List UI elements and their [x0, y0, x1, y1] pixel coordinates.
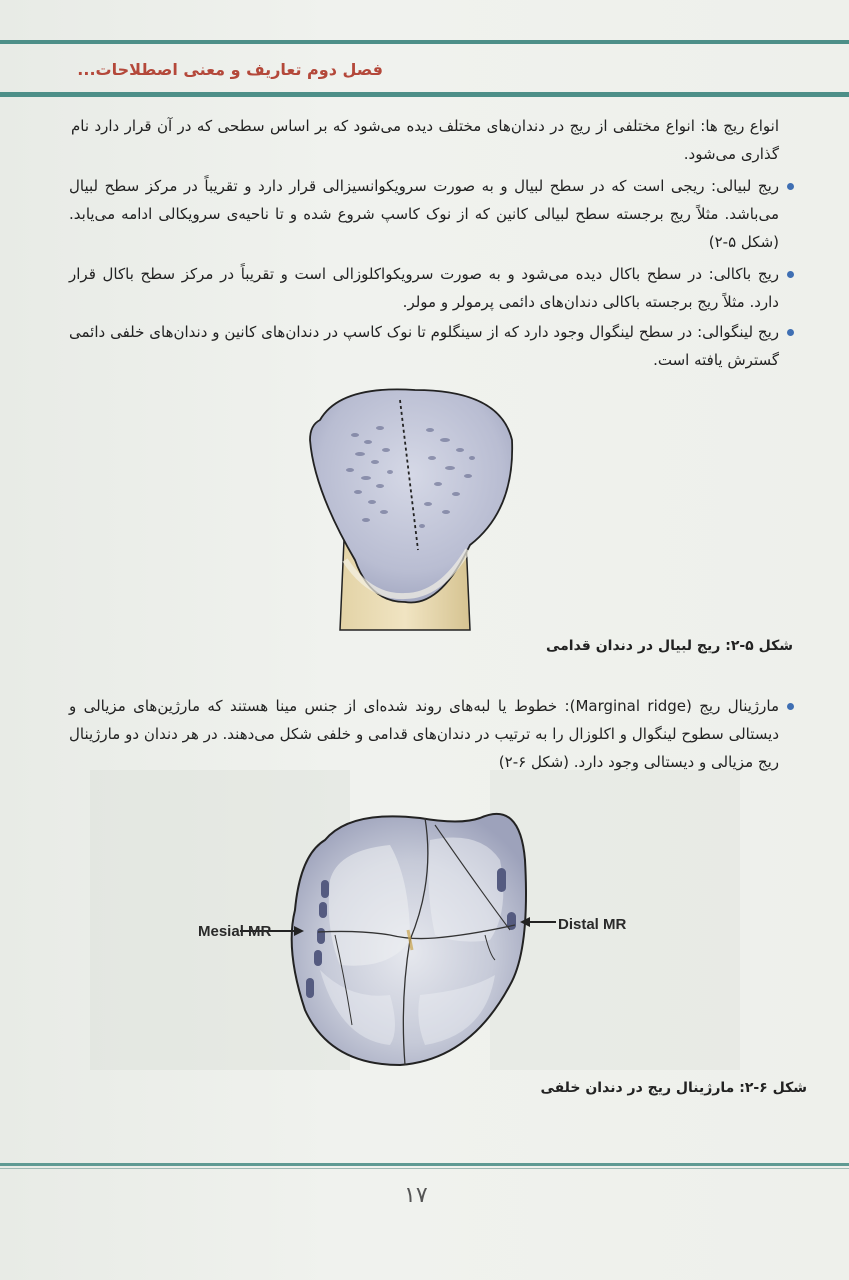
bullet-icon — [787, 329, 794, 336]
figure-5-2-caption: شکل ۵-۲: ریج لبیال در دندان قدامی — [545, 638, 793, 654]
page-number: ۱۷ — [404, 1183, 428, 1208]
bullet-text: ریج لینگوالی: در سطح لینگوال وجود دارد که از سینگلوم تا نوک کاسپ در دندان‌های کانین و دندان‌های خلفی دائمی گسترش یافته است. — [69, 323, 779, 369]
bullet-icon — [787, 271, 794, 278]
footer-rule — [0, 1163, 849, 1166]
bullet-text: ریج باکالی: در سطح باکال دیده می‌شود و به صورت سرویکواکلوزالی است و تقریباً در مرکز سطح باکال قرار دارد. مثلاً ریج برجسته باکالی دندان‌های دائمی پرمولر و مولر. — [69, 265, 779, 311]
bullet-lingual-ridge — [69, 318, 794, 374]
footer-rule-thin — [0, 1168, 849, 1169]
bullet-icon — [787, 703, 794, 710]
bullet-text: مارژینال ریج (Marginal ridge): خطوط یا لبه‌های روند شده‌ای از جنس مینا هستند که مارژین‌های مزیالی و دیستالی سطوح لینگوال و اکلوزال را به ترتیب در دندان‌های قدامی و خلفی شکل می‌دهند. در هر دندان دو مارژینال ریج مزیالی و دیستالی وجود دارد. (شکل ۶-۲) — [69, 697, 779, 771]
header-top-rule — [0, 40, 849, 44]
bullet-marginal-ridge — [69, 692, 794, 776]
bullet-icon — [787, 183, 794, 190]
mesial-mr-label: Mesial MR — [198, 923, 272, 940]
intro-paragraph: انواع ریج ها: انواع مختلفی از ریج در دندان‌های مختلف دیده می‌شود که بر اساس سطحی که در آن قرار دارد نام گذاری می‌شود. — [71, 117, 779, 163]
bullet-labial-ridge — [69, 172, 794, 256]
chapter-header: فصل دوم تعاریف و معنی اصطلاحات... — [77, 60, 383, 79]
distal-mr-label: Distal MR — [558, 916, 627, 933]
header-bottom-rule — [0, 92, 849, 97]
bullet-text: ریج لبیالی: ریجی است که در سطح لبیال و به صورت سرویکوانسیزالی قرار دارد و تقریباً در مرکز سطح لبیال می‌باشد. مثلاً ریج برجسته سطح لبیالی کانین که از نوک کاسپ شروع شده و تا ناحیه‌ی سرویکالی ادامه می‌یابد. (شکل ۵-۲) — [69, 177, 779, 251]
marginal-ridge-figure — [90, 770, 740, 1070]
bullet-buccal-ridge — [69, 260, 794, 316]
labial-ridge-figure — [300, 380, 530, 640]
figure-6-2-caption: شکل ۶-۲: مارژینال ریج در دندان خلفی — [540, 1080, 807, 1096]
